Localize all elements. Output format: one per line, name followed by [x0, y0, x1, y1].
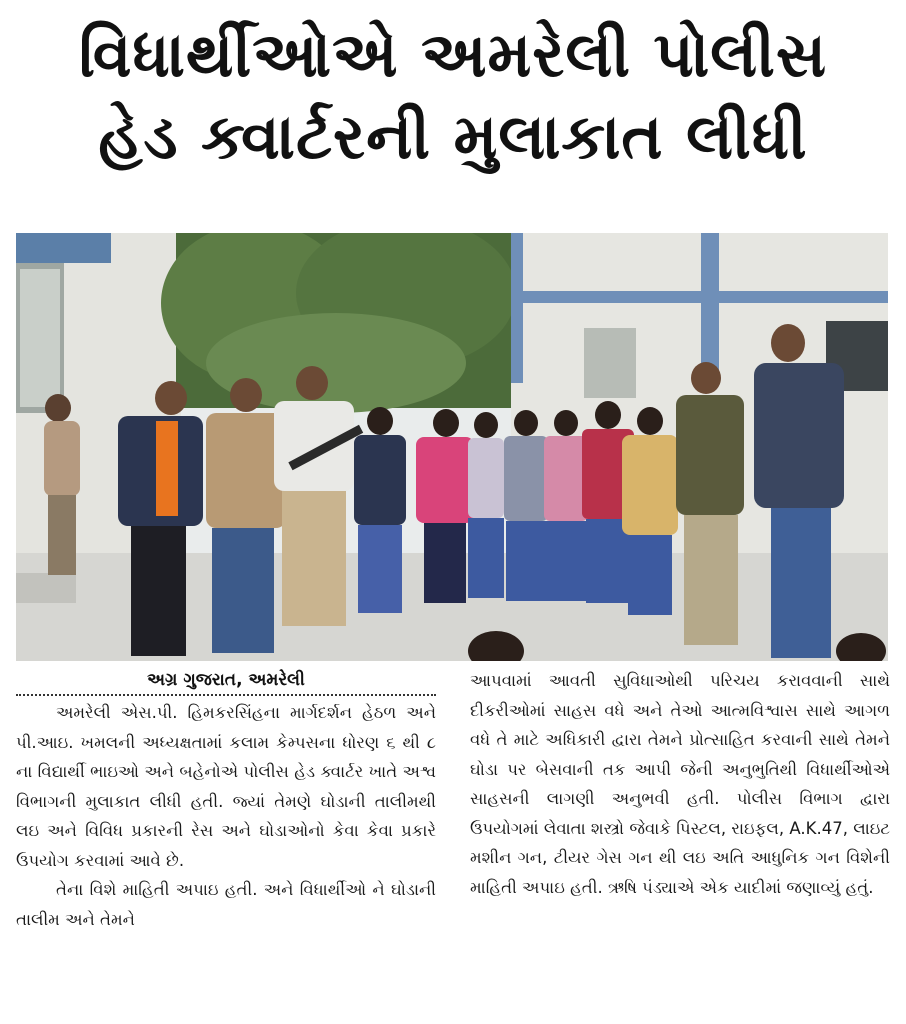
- headline-line-1: વિધાર્થીઓએ અમરેલી પોલીસ: [78, 18, 828, 91]
- group-photo-image: [16, 233, 888, 661]
- article-byline: અગ્ર ગુજરાત, અમરેલી: [147, 670, 305, 690]
- article-column-left: [16, 698, 436, 934]
- byline-divider: [16, 694, 436, 696]
- article-paragraph-2: તેના વિશે માહિતી અપાઇ હતી. અને વિધાર્થીઓ ને ઘોડાની તાલીમ અને તેમને: [16, 880, 436, 929]
- headline-line-2: હેડ ક્વાર્ટરની મુલાકાત લીધી: [98, 100, 808, 173]
- article-column-right: [470, 666, 890, 902]
- article-headline: [0, 14, 906, 178]
- article-paragraph-1: અમરેલી એસ.પી. હિમકરસિંહના માર્ગદર્શન હેઠળ અને પી.આઇ. ખમલની અધ્યક્ષતામાં કલામ કેમ્પસના ધોરણ ૬ થી ૮ ના વિદ્યાર્થી ભાઇઓ અને બહેનોએ પોલીસ હેડ ક્વાર્ટર ખાતે અશ્વ વિભાગની મુલાકાત લીધી હતી. જ્યાં તેમણે ઘોડાની તાલીમથી લઇ અને વિવિધ પ્રકારની રેસ અને ઘોડાઓનો કેવા કેવા પ્રકારે ઉપયોગ કરવામાં આવે છે.: [16, 703, 436, 870]
- article-paragraph-3: આપવામાં આવતી સુવિધાઓથી પરિચય કરાવવાની સાથે દીકરીઓમાં સાહસ વધે અને તેઓ આત્મવિશ્વાસ સાથે આગળ વધે તે માટે અધિકારી દ્વારા તેમને પ્રોત્સાહિત કરવાની સાથે તેમને ઘોડા પર બેસવાની તક આપી જેની અનુભુતિથી વિધાર્થીઓએ સાહસની લાગણી અનુભવી હતી. પોલીસ વિભાગ દ્વારા ઉપયોગમાં લેવાતા શસ્ત્રો જેવાકે પિસ્ટલ, રાઇફલ, A.K.47, લાઇટ મશીન ગન, ટીયર ગેસ ગન થી લઇ અતિ આધુનિક ગન વિશેની માહિતી અપાઇ હતી. ઋષિ પંડ્યાએ એક યાદીમાં જણાવ્યું હતું.: [470, 671, 890, 897]
